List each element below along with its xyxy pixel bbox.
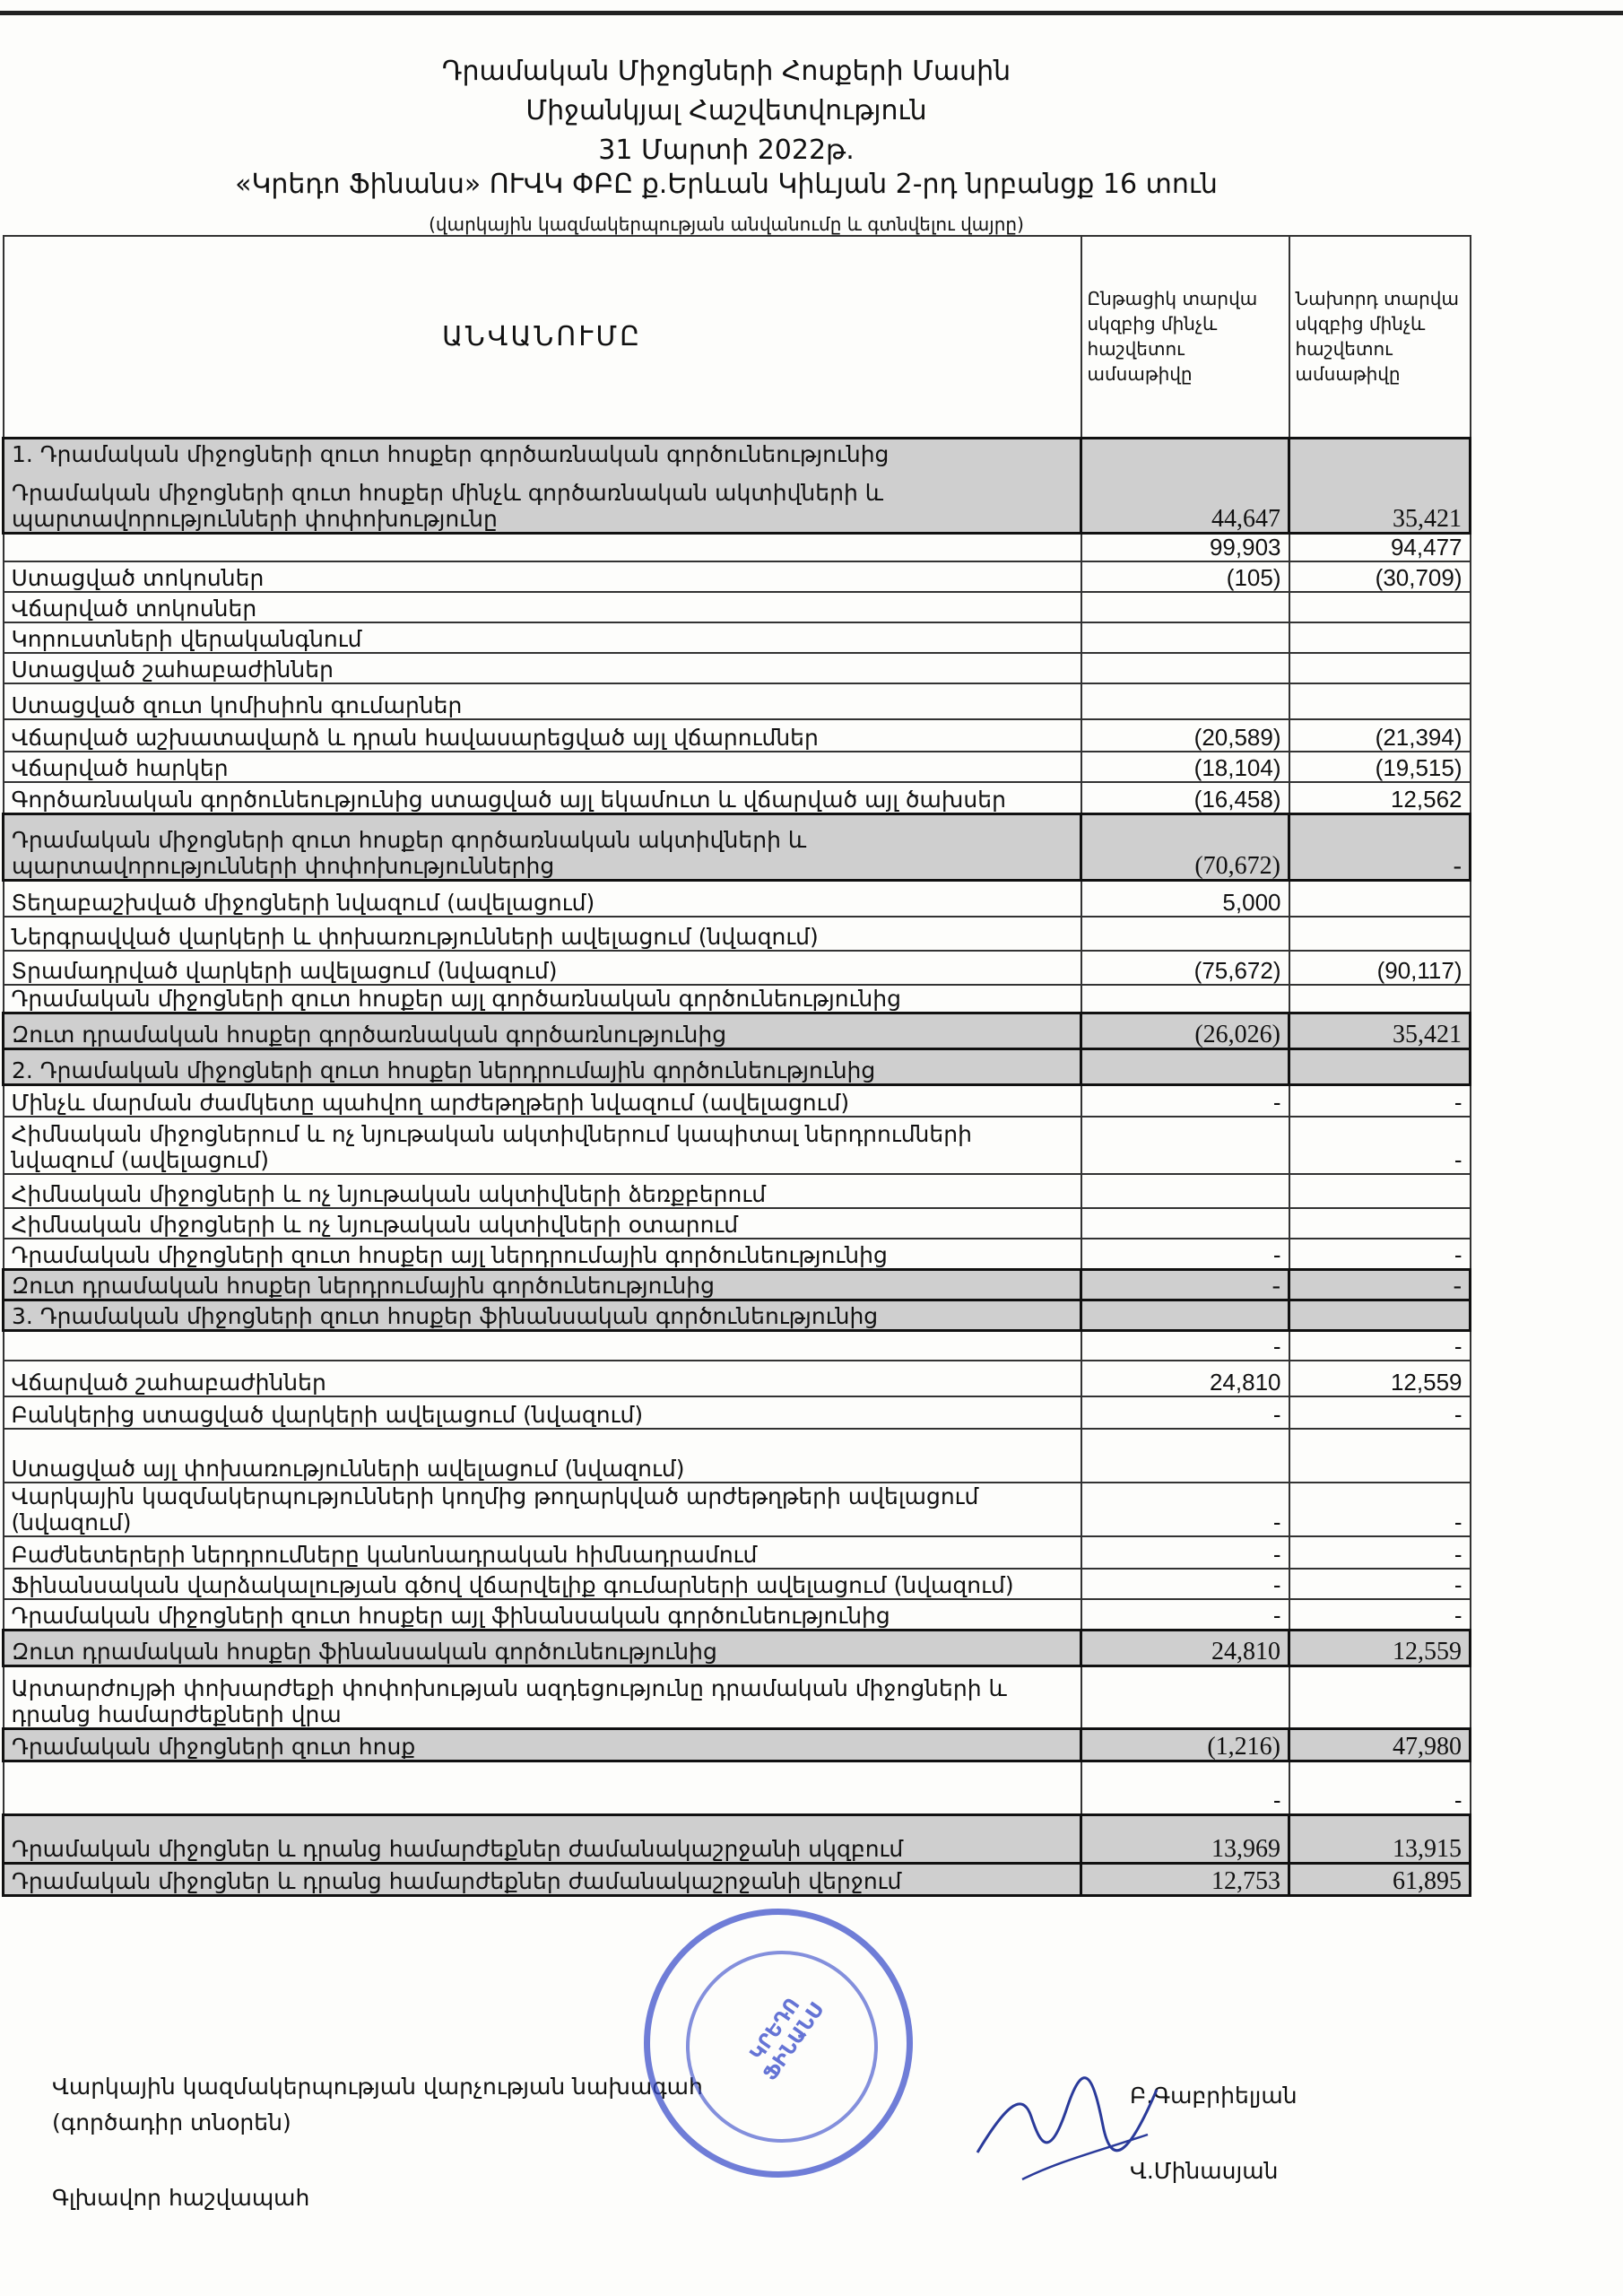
row-label: Բանկերից ստացված վարկերի ավելացում (նվազում) (4, 1396, 1081, 1429)
title-line-2: Միջանկյալ Հաշվետվություն (525, 95, 927, 126)
table-row (4, 719, 1471, 752)
row-prior-value: 35,421 (1289, 468, 1471, 533)
chair-title: Վարկային կազմակերպության վարչության նախագահ (52, 2074, 703, 2100)
row-label: Վճարված տոկոսներ (4, 592, 1081, 622)
row-current-value: 44,647 (1081, 468, 1289, 533)
row-prior-value: 94,477 (1289, 533, 1471, 561)
handwritten-signature (968, 2054, 1166, 2188)
row-prior-value (1289, 592, 1471, 622)
row-label: Մինչև մարման ժամկետը պահվող արժեթղթերի նվազում (ավելացում) (4, 1084, 1081, 1117)
table-row (4, 1269, 1471, 1300)
table-row (4, 683, 1471, 719)
row-label: Տրամադրված վարկերի ավելացում (նվազում) (4, 951, 1081, 985)
row-label: Դրամական միջոցների զուտ հոսքեր այլ գործառնական գործունեությունից (4, 985, 1081, 1013)
table-row (4, 1396, 1471, 1429)
row-current-value (1081, 1300, 1289, 1330)
table-row (4, 1863, 1471, 1895)
row-current-value: (75,672) (1081, 951, 1289, 985)
row-prior-value: 61,895 (1289, 1863, 1471, 1895)
row-prior-value (1289, 917, 1471, 951)
row-prior-value: 35,421 (1289, 1013, 1471, 1048)
row-label: Դրամական միջոցների զուտ հոսքեր այլ ներդրումային գործունեությունից (4, 1239, 1081, 1269)
table-row (4, 1048, 1471, 1084)
row-label: Դրամական միջոցների զուտ հոսքեր այլ ֆինանսական գործունեությունից (4, 1599, 1081, 1630)
row-current-value: - (1081, 1599, 1289, 1630)
report-titles (0, 52, 1453, 170)
row-current-value: 12,753 (1081, 1863, 1289, 1895)
row-current-value: 24,810 (1081, 1361, 1289, 1396)
table-row (4, 1599, 1471, 1630)
row-current-value (1081, 1117, 1289, 1174)
chair-name: Բ.Գաբրիելյան (1130, 2083, 1298, 2109)
row-current-value (1081, 917, 1289, 951)
row-label: 3. Դրամական միջոցների զուտ հոսքեր ֆինանսական գործունեությունից (4, 1300, 1081, 1330)
row-current-value: - (1081, 1761, 1289, 1814)
row-current-value (1081, 683, 1289, 719)
row-label: 1. Դրամական միջոցների զուտ հոսքեր գործառնական գործունեությունից (4, 438, 1081, 468)
row-current-value: (18,104) (1081, 752, 1289, 782)
table-row (4, 561, 1471, 592)
row-prior-value (1289, 653, 1471, 683)
table-row (4, 1208, 1471, 1239)
table-row (4, 1117, 1471, 1174)
row-current-value: 13,969 (1081, 1814, 1289, 1863)
table-row (4, 1483, 1471, 1536)
row-prior-value: - (1289, 1239, 1471, 1269)
row-current-value: - (1081, 1396, 1289, 1429)
row-label: Հիմնական միջոցների և ոչ նյութական ակտիվների ձեռքբերում (4, 1174, 1081, 1208)
top-border (0, 11, 1623, 15)
row-prior-value: (90,117) (1289, 951, 1471, 985)
row-prior-value (1289, 683, 1471, 719)
row-prior-value (1289, 438, 1471, 468)
table-row (4, 782, 1471, 814)
row-current-value (1081, 653, 1289, 683)
row-label: Գործառնական գործունեությունից ստացված այլ եկամուտ և վճարված այլ ծախսեր (4, 782, 1081, 814)
row-current-value (1081, 622, 1289, 653)
row-label: Զուտ դրամական հոսքեր գործառնական գործառնությունից (4, 1013, 1081, 1048)
row-prior-value: - (1289, 1569, 1471, 1599)
table-row (4, 951, 1471, 985)
table-row (4, 1761, 1471, 1814)
row-label: Ներգրավված վարկերի և փոխառությունների ավելացում (նվազում) (4, 917, 1081, 951)
row-current-value: - (1081, 1239, 1289, 1269)
row-label: 2. Դրամական միջոցների զուտ հոսքեր ներդրումային գործունեությունից (4, 1048, 1081, 1084)
table-row (4, 1084, 1471, 1117)
row-prior-value: - (1289, 1269, 1471, 1300)
row-label: Կորուստների վերականգնում (4, 622, 1081, 653)
table-row (4, 1569, 1471, 1599)
table-row (4, 1300, 1471, 1330)
row-current-value (1081, 1429, 1289, 1483)
row-label: Ստացված շահաբաժիններ (4, 653, 1081, 683)
table-row (4, 1814, 1471, 1863)
cash-flow-table (2, 235, 1471, 1897)
row-label: Վճարված շահաբաժիններ (4, 1361, 1081, 1396)
row-prior-value (1289, 1429, 1471, 1483)
row-current-value: - (1081, 1330, 1289, 1361)
table-row (4, 468, 1471, 533)
table-row (4, 917, 1471, 951)
table-row (4, 1429, 1471, 1483)
row-prior-value: (21,394) (1289, 719, 1471, 752)
row-prior-value: - (1289, 1599, 1471, 1630)
row-label (4, 1761, 1081, 1814)
accountant-title: Գլխավոր հաշվապահ (52, 2185, 310, 2211)
row-current-value: 99,903 (1081, 533, 1289, 561)
row-prior-value: - (1289, 1483, 1471, 1536)
table-row (4, 985, 1471, 1013)
row-current-value: (20,589) (1081, 719, 1289, 752)
row-label: Հիմնական միջոցներում և ոչ նյութական ակտիվներում կապիտալ ներդրումների նվազում (ավելացում) (4, 1117, 1081, 1174)
chair-subtitle: (գործադիր տնօրեն) (52, 2109, 291, 2135)
row-prior-value: 47,980 (1289, 1728, 1471, 1761)
accountant-name: Վ.Մինասյան (1130, 2158, 1279, 2184)
table-row (4, 622, 1471, 653)
organization-note: (վարկային կազմակերպության անվանումը և գտնվելու վայրը) (429, 213, 1024, 235)
row-prior-value (1289, 881, 1471, 917)
row-current-value: 5,000 (1081, 881, 1289, 917)
table-row (4, 1536, 1471, 1569)
table-header-row (4, 236, 1471, 438)
table-row (4, 592, 1471, 622)
title-line-1: Դրամական Միջոցների Հոսքերի Մասին (441, 56, 1011, 87)
row-prior-value: - (1289, 814, 1471, 881)
row-label: Դրամական միջոցներ և դրանց համարժեքներ ժամանակաշրջանի վերջում (4, 1863, 1081, 1895)
column-header-current: Ընթացիկ տարվա սկզբից մինչև հաշվետու ամսաթիվը (1081, 236, 1289, 438)
row-prior-value (1289, 1174, 1471, 1208)
row-prior-value: 12,559 (1289, 1361, 1471, 1396)
row-current-value: (26,026) (1081, 1013, 1289, 1048)
table-row (4, 1630, 1471, 1665)
company-seal (644, 1909, 913, 2178)
table-row (4, 533, 1471, 561)
row-current-value: (70,672) (1081, 814, 1289, 881)
row-prior-value: 12,562 (1289, 782, 1471, 814)
row-current-value (1081, 1665, 1289, 1728)
row-label: Ստացված տոկոսներ (4, 561, 1081, 592)
row-current-value: (1,216) (1081, 1728, 1289, 1761)
row-current-value: (105) (1081, 561, 1289, 592)
row-current-value (1081, 1208, 1289, 1239)
row-prior-value (1289, 1300, 1471, 1330)
table-row (4, 653, 1471, 683)
row-label: Զուտ դրամական հոսքեր ֆինանսական գործունեությունից (4, 1630, 1081, 1665)
row-prior-value: - (1289, 1117, 1471, 1174)
row-label: Բաժնետերերի ներդրումները կանոնադրական հիմնադրամում (4, 1536, 1081, 1569)
row-prior-value: - (1289, 1084, 1471, 1117)
seal-center-text: ԿՐԵԴՈ ՖԻՆԱՆՍ (745, 1994, 829, 2085)
row-prior-value (1289, 1208, 1471, 1239)
row-label: Դրամական միջոցների զուտ հոսք (4, 1728, 1081, 1761)
table-row (4, 1239, 1471, 1269)
row-label: Զուտ դրամական հոսքեր ներդրումային գործունեությունից (4, 1269, 1081, 1300)
row-prior-value: - (1289, 1396, 1471, 1429)
row-label: Դրամական միջոցներ և դրանց համարժեքներ ժամանակաշրջանի սկզբում (4, 1814, 1081, 1863)
row-label: Դրամական միջոցների զուտ հոսքեր մինչև գործառնական ակտիվների և պարտավորությունների փոփոխությունը (4, 468, 1081, 533)
table-row (4, 1665, 1471, 1728)
row-label: Վարկային կազմակերպությունների կողմից թողարկված արժեթղթերի ավելացում (նվազում) (4, 1483, 1081, 1536)
table-row (4, 438, 1471, 468)
row-label: Ստացված զուտ կոմիսիոն գումարներ (4, 683, 1081, 719)
row-label: Դրամական միջոցների զուտ հոսքեր գործառնական ակտիվների և պարտավորությունների փոփոխություններից (4, 814, 1081, 881)
column-header-prior: Նախորդ տարվա սկզբից մինչև հաշվետու ամսաթիվը (1289, 236, 1471, 438)
row-current-value: - (1081, 1569, 1289, 1599)
row-prior-value: 13,915 (1289, 1814, 1471, 1863)
row-current-value: (16,458) (1081, 782, 1289, 814)
row-prior-value: - (1289, 1536, 1471, 1569)
row-current-value: - (1081, 1483, 1289, 1536)
row-prior-value (1289, 1665, 1471, 1728)
row-current-value: - (1081, 1084, 1289, 1117)
table-row (4, 814, 1471, 881)
row-current-value: - (1081, 1536, 1289, 1569)
table-row (4, 1330, 1471, 1361)
row-label (4, 1330, 1081, 1361)
table-row (4, 881, 1471, 917)
row-current-value: 24,810 (1081, 1630, 1289, 1665)
column-header-name: ԱՆՎԱՆՈՒՄԸ (4, 236, 1081, 438)
row-label: Ստացված այլ փոխառությունների ավելացում (նվազում) (4, 1429, 1081, 1483)
row-prior-value (1289, 622, 1471, 653)
table-row (4, 752, 1471, 782)
table-row (4, 1174, 1471, 1208)
row-current-value (1081, 1174, 1289, 1208)
row-prior-value (1289, 1048, 1471, 1084)
table-row (4, 1728, 1471, 1761)
table-row (4, 1361, 1471, 1396)
row-current-value (1081, 592, 1289, 622)
row-current-value (1081, 1048, 1289, 1084)
row-label: Վճարված հարկեր (4, 752, 1081, 782)
row-prior-value: (30,709) (1289, 561, 1471, 592)
row-current-value: - (1081, 1269, 1289, 1300)
row-prior-value: 12,559 (1289, 1630, 1471, 1665)
row-label: Վճարված աշխատավարձ և դրան հավասարեցված այլ վճարումներ (4, 719, 1081, 752)
row-prior-value (1289, 985, 1471, 1013)
organization-name: «Կրեդո Ֆինանս» ՈՒՎԿ ՓԲԸ ք.Երևան Կիևյան 2-րդ նրբանցք 16 տուն (235, 169, 1218, 200)
row-prior-value: - (1289, 1330, 1471, 1361)
row-label: Հիմնական միջոցների և ոչ նյութական ակտիվների օտարում (4, 1208, 1081, 1239)
row-label: Ֆինանսական վարձակալության գծով վճարվելիք գումարների ավելացում (նվազում) (4, 1569, 1081, 1599)
title-date: 31 Մարտի 2022թ. (598, 135, 855, 166)
row-prior-value: - (1289, 1761, 1471, 1814)
row-label (4, 533, 1081, 561)
row-current-value (1081, 438, 1289, 468)
row-label: Տեղաբաշխված միջոցների նվազում (ավելացում) (4, 881, 1081, 917)
row-label: Արտարժույթի փոխարժեքի փոփոխության ազդեցությունը դրամական միջոցների և դրանց համարժեքների վրա (4, 1665, 1081, 1728)
row-current-value (1081, 985, 1289, 1013)
row-prior-value: (19,515) (1289, 752, 1471, 782)
table-row (4, 1013, 1471, 1048)
